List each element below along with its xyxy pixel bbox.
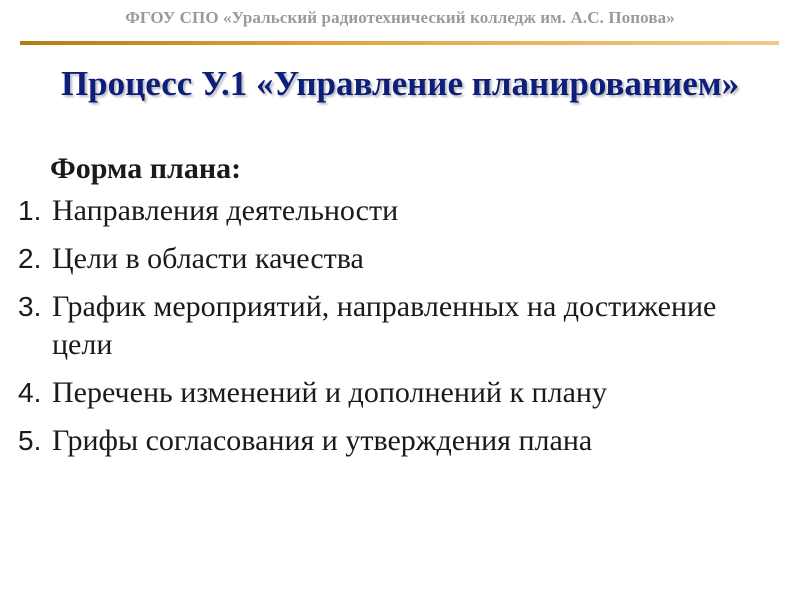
- header-divider: [20, 41, 779, 45]
- list-item-text: График мероприятий, направленных на достижение цели: [52, 290, 717, 361]
- plan-items-list: [18, 192, 778, 460]
- list-item-text: Грифы согласования и утверждения плана: [52, 424, 593, 457]
- list-item-text: Перечень изменений и дополнений к плану: [52, 376, 607, 409]
- list-item-number: 5.: [18, 425, 42, 456]
- list-item: [18, 240, 778, 278]
- list-item-number: 4.: [18, 377, 42, 408]
- list-item-text: Цели в области качества: [52, 242, 364, 275]
- organization-header: ФГОУ СПО «Уральский радиотехнический колледж им. А.С. Попова»: [125, 8, 675, 27]
- list-item: [18, 288, 778, 364]
- list-item: [18, 192, 778, 230]
- list-item: [18, 374, 778, 412]
- list-item: [18, 422, 778, 460]
- slide-content: [18, 146, 778, 470]
- list-item-number: 2.: [18, 243, 42, 274]
- slide-title: Процесс У.1 «Управление планированием»: [60, 64, 740, 103]
- list-item-text: Направления деятельности: [52, 194, 399, 227]
- list-item-number: 1.: [18, 195, 42, 226]
- list-item-number: 3.: [18, 291, 42, 322]
- form-heading: Форма плана:: [50, 152, 242, 185]
